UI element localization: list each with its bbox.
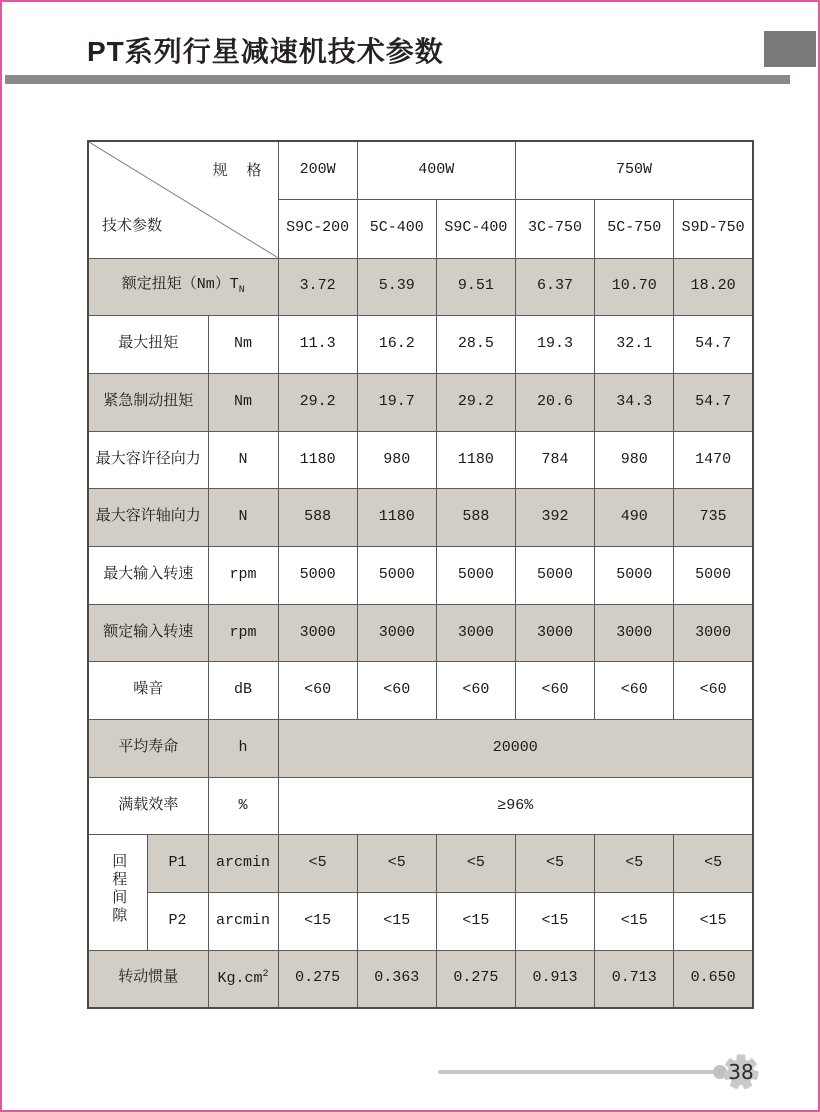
value-cell: 0.363 (357, 950, 436, 1008)
model-cell: S9C-400 (436, 199, 515, 258)
value-cell: <5 (595, 835, 674, 893)
page-number: 38 (728, 1060, 754, 1084)
model-cell: 3C-750 (515, 199, 594, 258)
power-group-cell: 750W (515, 141, 753, 199)
corner-spec-label: 规 格 (212, 163, 264, 180)
value-cell: 3000 (436, 604, 515, 662)
corner-param-label: 技术参数 (102, 217, 163, 235)
subscript: N (238, 285, 245, 297)
value-cell: <5 (674, 835, 753, 893)
row-label: 满载效率 (88, 777, 208, 835)
value-cell: 3000 (357, 604, 436, 662)
value-cell: 19.3 (515, 316, 594, 374)
title-underline-bar (5, 75, 790, 84)
value-cell: <15 (278, 893, 357, 951)
spec-table (87, 140, 754, 1009)
value-cell: <5 (515, 835, 594, 893)
value-cell: 784 (515, 431, 594, 489)
value-cell: <5 (357, 835, 436, 893)
value-cell: 0.913 (515, 950, 594, 1008)
row-label: 最大容许轴向力 (88, 489, 208, 547)
value-cell: 5000 (595, 546, 674, 604)
value-cell: 735 (674, 489, 753, 547)
value-cell: 980 (595, 431, 674, 489)
value-cell: 3000 (515, 604, 594, 662)
row-label: 额定扭矩$(Nm)T_N$ (88, 258, 278, 316)
merged-value-cell: 20000 (278, 720, 753, 778)
value-cell: 5000 (357, 546, 436, 604)
row-label: 噪音 (88, 662, 208, 720)
row-label: 转动惯量 (88, 950, 208, 1008)
value-cell: 29.2 (278, 373, 357, 431)
table-row-max-torque (88, 316, 753, 374)
power-group-cell: 400W (357, 141, 515, 199)
value-cell: 5000 (436, 546, 515, 604)
value-cell: 28.5 (436, 316, 515, 374)
sub-row-label: P2 (147, 893, 208, 951)
value-cell: <15 (436, 893, 515, 951)
row-label: 最大容许径向力 (88, 431, 208, 489)
value-cell: <15 (595, 893, 674, 951)
backlash-group-label: 回程间隙 (88, 835, 147, 950)
superscript: 2 (262, 968, 269, 980)
unit-cell: rpm (208, 604, 278, 662)
value-cell: 54.7 (674, 316, 753, 374)
model-cell: 5C-400 (357, 199, 436, 258)
value-cell: <60 (515, 662, 594, 720)
power-group-cell: 200W (278, 141, 357, 199)
table-row-rated-input-speed (88, 604, 753, 662)
sub-row-label: P1 (147, 835, 208, 893)
table-row-noise (88, 662, 753, 720)
row-label: 平均寿命 (88, 720, 208, 778)
diagonal-divider-line (89, 142, 278, 258)
diagonal-corner-cell (88, 141, 278, 258)
value-cell: 29.2 (436, 373, 515, 431)
value-cell: 1180 (436, 431, 515, 489)
value-cell: 588 (436, 489, 515, 547)
table-row-backlash-p2 (88, 893, 753, 951)
table-row-emergency-brake-torque (88, 373, 753, 431)
value-cell: 9.51 (436, 258, 515, 316)
unit-cell: Nm (208, 373, 278, 431)
unit-cell: h (208, 720, 278, 778)
value-cell: <60 (278, 662, 357, 720)
value-cell: <60 (436, 662, 515, 720)
value-cell: 3000 (595, 604, 674, 662)
value-cell: 1180 (357, 489, 436, 547)
value-cell: 1180 (278, 431, 357, 489)
value-cell: 3000 (674, 604, 753, 662)
value-cell: 16.2 (357, 316, 436, 374)
table-row-max-input-speed (88, 546, 753, 604)
row-label: 最大输入转速 (88, 546, 208, 604)
row-label: 紧急制动扭矩 (88, 373, 208, 431)
value-cell: 34.3 (595, 373, 674, 431)
unit-cell: Nm (208, 316, 278, 374)
table-row-max-radial-force (88, 431, 753, 489)
value-cell: 5.39 (357, 258, 436, 316)
value-cell: 3000 (278, 604, 357, 662)
model-cell: S9D-750 (674, 199, 753, 258)
table-row-backlash-p1 (88, 835, 753, 893)
table-row-max-axial-force (88, 489, 753, 547)
value-cell: 490 (595, 489, 674, 547)
value-cell: 5000 (674, 546, 753, 604)
page-title: PT系列行星减速机技术参数 (87, 36, 444, 67)
header-corner-block (764, 31, 816, 67)
unit-cell: $Kg.cm^2$ (208, 950, 278, 1008)
model-cell: S9C-200 (278, 199, 357, 258)
value-cell: <60 (357, 662, 436, 720)
footer-rule (438, 1070, 716, 1074)
power-group-header-row (88, 141, 753, 199)
value-cell: 1470 (674, 431, 753, 489)
unit-cell: rpm (208, 546, 278, 604)
table-row-rotary-inertia (88, 950, 753, 1008)
table-row-full-load-efficiency (88, 777, 753, 835)
value-cell: <60 (595, 662, 674, 720)
unit-cell: arcmin (208, 893, 278, 951)
value-cell: 19.7 (357, 373, 436, 431)
value-cell: <5 (436, 835, 515, 893)
value-cell: 5000 (515, 546, 594, 604)
value-cell: 0.713 (595, 950, 674, 1008)
table-row-average-life (88, 720, 753, 778)
unit-cell: N (208, 489, 278, 547)
value-cell: 0.650 (674, 950, 753, 1008)
value-cell: <60 (674, 662, 753, 720)
value-cell: 0.275 (278, 950, 357, 1008)
row-label: 最大扭矩 (88, 316, 208, 374)
row-label: 额定输入转速 (88, 604, 208, 662)
value-cell: 3.72 (278, 258, 357, 316)
value-cell: <15 (515, 893, 594, 951)
value-cell: 588 (278, 489, 357, 547)
unit-cell: arcmin (208, 835, 278, 893)
value-cell: <15 (357, 893, 436, 951)
value-cell: 392 (515, 489, 594, 547)
value-cell: 20.6 (515, 373, 594, 431)
value-cell: 980 (357, 431, 436, 489)
value-cell: <5 (278, 835, 357, 893)
unit-cell: % (208, 777, 278, 835)
value-cell: 6.37 (515, 258, 594, 316)
value-cell: 11.3 (278, 316, 357, 374)
merged-value-cell: ≥96% (278, 777, 753, 835)
value-cell: 32.1 (595, 316, 674, 374)
value-cell: 18.20 (674, 258, 753, 316)
value-cell: 10.70 (595, 258, 674, 316)
table-row-rated-torque (88, 258, 753, 316)
value-cell: 54.7 (674, 373, 753, 431)
model-cell: 5C-750 (595, 199, 674, 258)
unit-cell: N (208, 431, 278, 489)
value-cell: 0.275 (436, 950, 515, 1008)
value-cell: <15 (674, 893, 753, 951)
value-cell: 5000 (278, 546, 357, 604)
unit-cell: dB (208, 662, 278, 720)
